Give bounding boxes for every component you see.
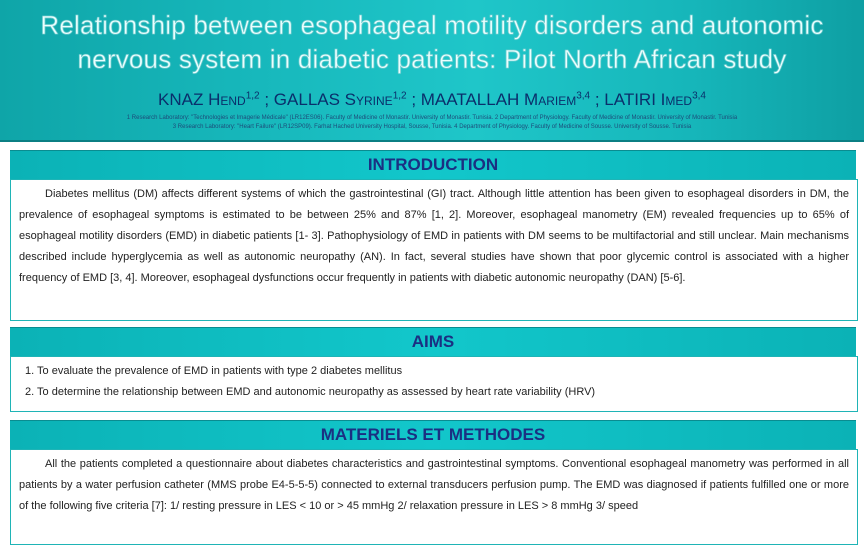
aim-item: 1. To evaluate the prevalence of EMD in patients with type 2 diabetes mellitus (25, 365, 403, 377)
authors-line (0, 90, 864, 110)
author-name: GALLAS Syrine (273, 90, 393, 109)
author-affiliation-number: 1,2 (245, 90, 260, 102)
affiliation-line-2: 3 Research Laboratory: "Heart Failure" (LR12SP09). Farhat Hached University Hospital, Sousse, Tunisia. 4 Department of Physiology. Faculty of Medicine of Sousse. University of Sousse. Tunisia (172, 124, 692, 130)
affiliation-line-1: 1 Research Laboratory: "Technologies et Imagerie Médicale" (LR12ES06). Faculty of Medicine of Monastir. University of Monastir. Tunisia. 2 Department of Physiology. Faculty of Medicine of Monastir. University of Monastir. Tunisia (126, 115, 738, 121)
author-separator: ; (259, 90, 274, 109)
author-name: KNAZ Hend (158, 90, 246, 109)
methods-paragraph: All the patients completed a questionnaire about diabetes characteristics and gastrointestinal symptoms. Conventional esophageal manometry was performed in all patients by a water perfusion catheter (MMS probe E4-5-5-5) connected to external transducers perfusion pump. The EMD was diagnosed if patients fulfilled one or more of the following five criteria [7]: 1/ resting pressure in LES < 10 or > 45 mmHg 2/ relaxation pressure in LES > 8 mmHg 3/ speed (19, 458, 849, 512)
introduction-heading: INTRODUCTION (10, 150, 856, 180)
aims-heading: AIMS (10, 327, 856, 357)
author-affiliation-number: 3,4 (692, 90, 706, 102)
author-name: LATIRI Imed (604, 90, 693, 109)
introduction-section (10, 179, 858, 321)
author-separator: ; (590, 90, 605, 109)
introduction-paragraph: Diabetes mellitus (DM) affects different systems of which the gastrointestinal (GI) tract. Although little attention has been given to esophageal disorders in DM, the prevalence of esophageal symptoms is estimated to be between 25% and 87% [1, 2]. Moreover, esophageal manometry (EM) revealed frequencies up to 65% of esophageal motility disorders (EMD) in diabetic patients [1- 3]. Pathophysiology of EMD in patients with DM seems to be multifactorial and still unclear. Main mechanisms described include hyperglycemia as well as autonomic neuropathy (AN). In fact, several studies have shown that poor glycemic control is associated with a higher frequency of EMD [3, 4]. Moreover, esophageal dysfunctions occur frequently in patients with diabetic autonomic neuropathy (DAN) [5-6]. (19, 188, 849, 284)
methods-heading: MATERIELS ET METHODES (10, 420, 856, 450)
author-separator: ; (406, 90, 421, 109)
poster-title-line-2: nervous system in diabetic patients: Pilot North African study (77, 44, 787, 74)
aim-item: 2. To determine the relationship between EMD and autonomic neuropathy as assessed by heart rate variability (HRV) (25, 386, 596, 398)
author-affiliation-number: 1,2 (392, 90, 407, 102)
poster-title-line-1: Relationship between esophageal motility disorders and autonomic (40, 10, 824, 40)
author-name: MAATALLAH Mariem (420, 90, 577, 109)
poster-header (0, 0, 864, 142)
author-affiliation-number: 3,4 (576, 90, 591, 102)
aims-section (10, 356, 858, 412)
methods-section (10, 449, 858, 545)
